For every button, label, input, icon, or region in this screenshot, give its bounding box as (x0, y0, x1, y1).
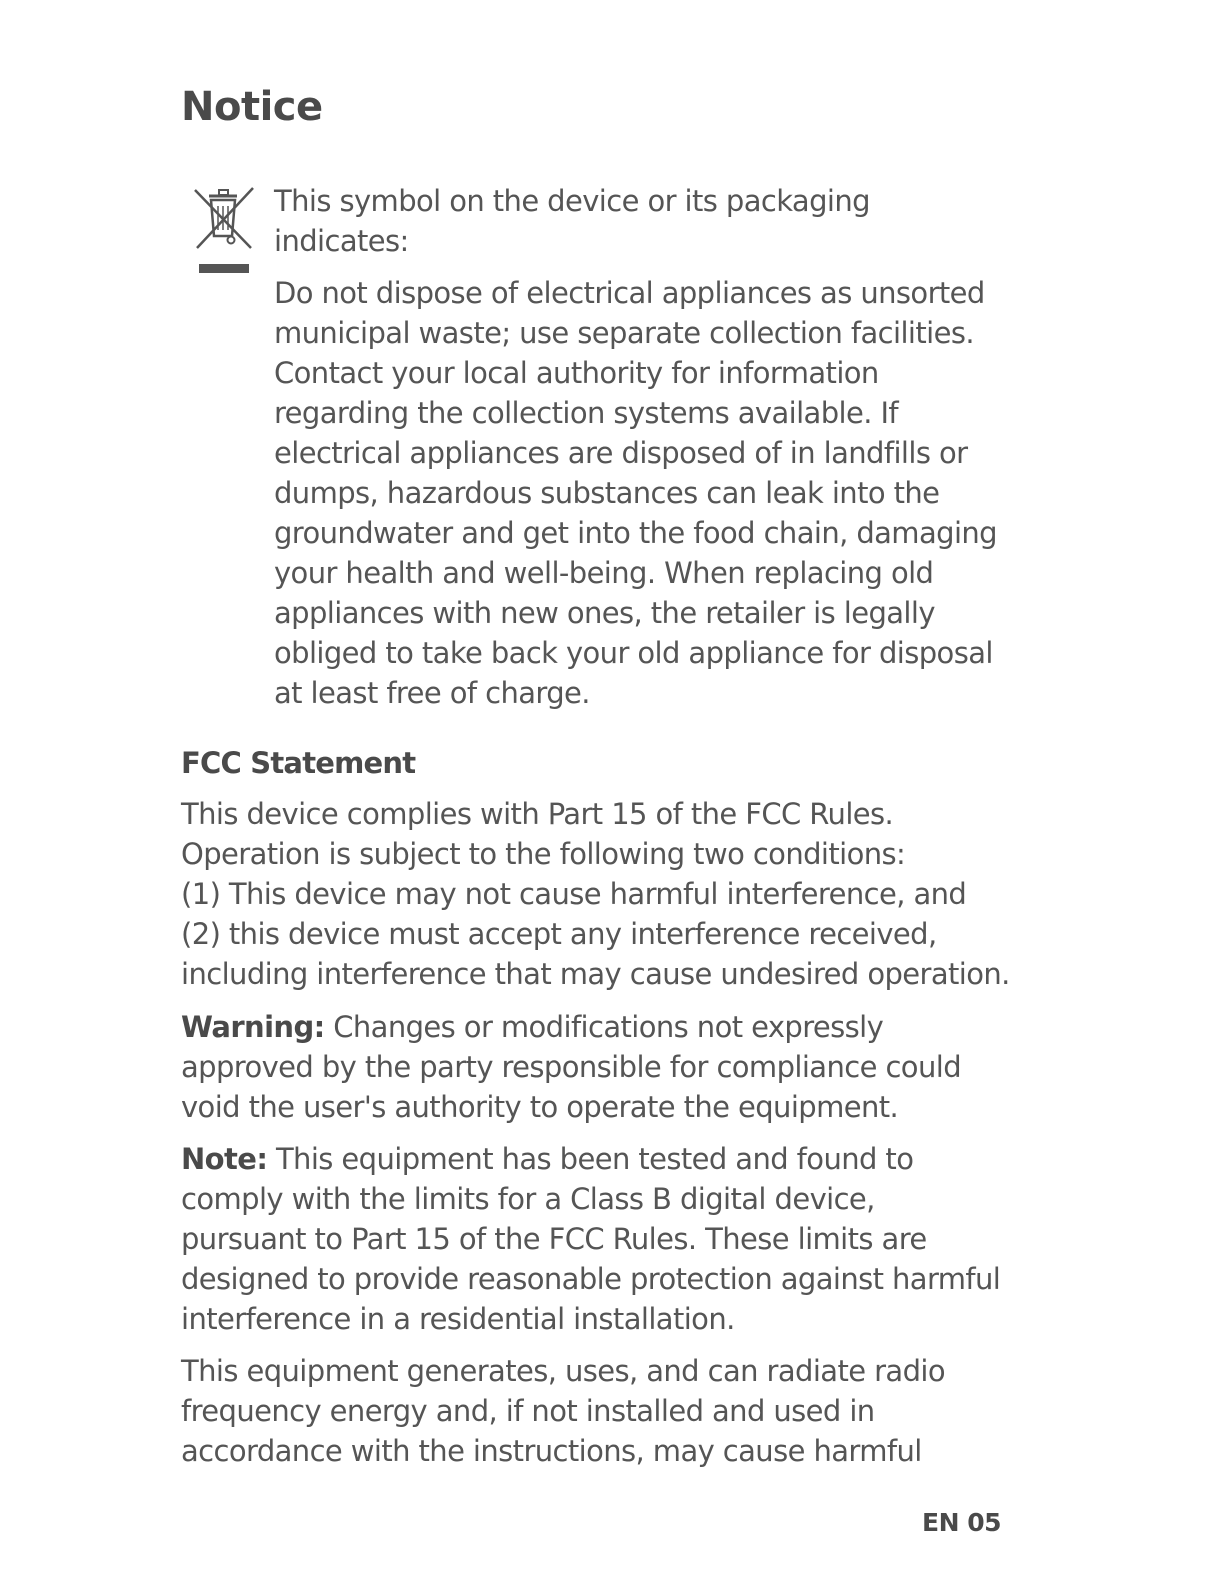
text-line: Contact your local authority for information (274, 356, 879, 390)
disposal-paragraph (274, 273, 997, 713)
text-line: your health and well-being. When replacing old (274, 556, 934, 590)
page-number: EN 05 (922, 1508, 1001, 1537)
text-line: interference in a residential installation. (181, 1302, 735, 1336)
text-line: This symbol on the device or its packaging (274, 184, 870, 218)
text-line: appliances with new ones, the retailer is legally (274, 596, 935, 630)
warning-paragraph (181, 1007, 961, 1127)
radio-frequency-paragraph (181, 1351, 945, 1471)
text-line: Changes or modifications not expressly (324, 1010, 884, 1044)
page-title: Notice (181, 84, 323, 130)
text-line: (2) this device must accept any interference received, (181, 917, 937, 951)
text-line: frequency energy and, if not installed and used in (181, 1394, 875, 1428)
text-line: pursuant to Part 15 of the FCC Rules. These limits are (181, 1222, 927, 1256)
text-line: indicates: (274, 224, 409, 258)
note-first-line (181, 1139, 1000, 1179)
text-line: designed to provide reasonable protection against harmful (181, 1262, 1001, 1296)
text-line: accordance with the instructions, may cause harmful (181, 1434, 922, 1468)
text-line: dumps, hazardous substances can leak into the (274, 476, 940, 510)
text-line: groundwater and get into the food chain, damaging (274, 516, 997, 550)
symbol-intro (274, 181, 870, 261)
crossed-out-wheelie-bin-icon (191, 186, 257, 278)
text-line: void the user's authority to operate the equipment. (181, 1090, 899, 1124)
note-paragraph (181, 1139, 1000, 1339)
text-line: regarding the collection systems available. If (274, 396, 899, 430)
text-line: obliged to take back your old appliance for disposal (274, 636, 993, 670)
text-line: Operation is subject to the following two conditions: (181, 837, 906, 871)
text-line: This equipment generates, uses, and can radiate radio (181, 1354, 945, 1388)
text-line: comply with the limits for a Class B digital device, (181, 1182, 875, 1216)
text-line: at least free of charge. (274, 676, 590, 710)
text-line: approved by the party responsible for compliance could (181, 1050, 961, 1084)
text-line: electrical appliances are disposed of in landfills or (274, 436, 968, 470)
note-label: Note: (181, 1142, 268, 1176)
warning-first-line (181, 1007, 961, 1047)
text-line: including interference that may cause undesired operation. (181, 957, 1010, 991)
text-line: municipal waste; use separate collection facilities. (274, 316, 974, 350)
text-line: (1) This device may not cause harmful interference, and (181, 877, 967, 911)
text-line: This equipment has been tested and found to (267, 1142, 914, 1176)
fcc-compliance-paragraph (181, 794, 1010, 994)
text-line: This device complies with Part 15 of the FCC Rules. (181, 797, 894, 831)
fcc-heading: FCC Statement (181, 746, 416, 780)
text-line: Do not dispose of electrical appliances as unsorted (274, 276, 985, 310)
warning-label: Warning: (181, 1010, 325, 1044)
